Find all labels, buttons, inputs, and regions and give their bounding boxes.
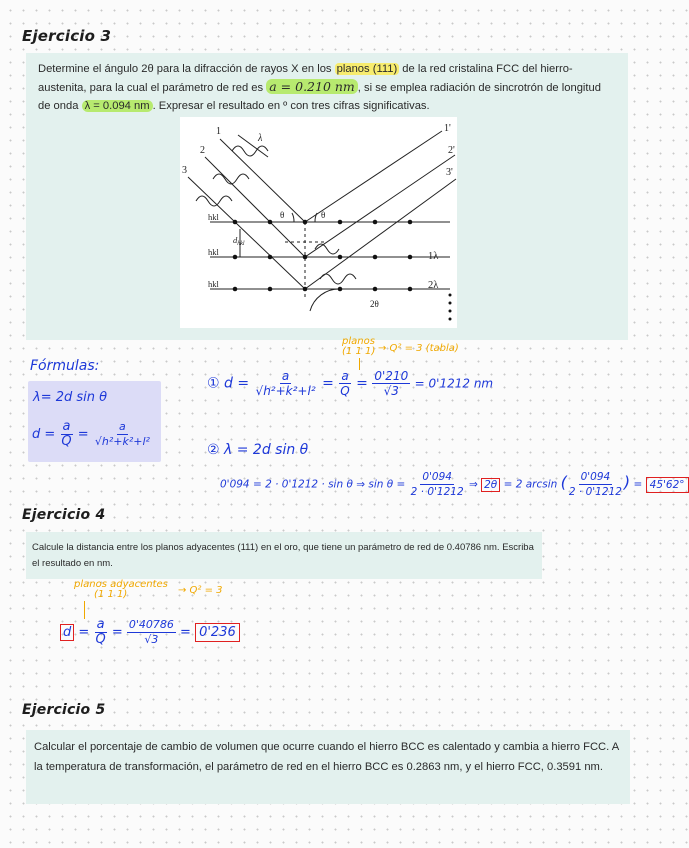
ex4-frac2 [127, 618, 176, 647]
hkl-label-1: hkl [208, 212, 219, 222]
two-lambda-label: 2λ [428, 280, 439, 291]
step2-line: 0'094 = 2 · 0'1212 · sin θ ⇒ sin θ = $\frac{0'094}{2 \cdot 0'1212}$ ⇒ 2θ = 2 arcsin ( $\frac{0'094}{2 \cdot 0'1212}$ ) = 45'62° [220, 470, 689, 499]
step1-result: = 0'1212 nm [414, 376, 494, 391]
step1-eq2: = [356, 375, 368, 392]
atom [373, 287, 378, 292]
ex3-wavelength: λ = 0.094 nm [82, 100, 153, 112]
note-111-text: (1 1 1) [342, 346, 376, 357]
ex3-result-box: 45'62° [646, 477, 689, 493]
frac-num: a [341, 369, 349, 383]
step2-arrow: ⇒ [468, 478, 478, 491]
two-theta-label: 2θ [370, 299, 379, 309]
ray-label-3: 3 [182, 165, 187, 176]
formula-d-lhs: d = [32, 427, 56, 442]
wave-3 [196, 196, 232, 206]
frac-num: a [119, 420, 126, 433]
frac-num: 0'094 [422, 471, 452, 483]
frac-den: √h²+k²+l² [255, 384, 316, 398]
step1-frac3 [372, 369, 410, 398]
note-arrow-ex4 [84, 601, 85, 619]
atoms [233, 220, 452, 321]
one-lambda-label: 1λ [428, 251, 439, 262]
atom [233, 287, 238, 292]
step1-lhs: d = [224, 375, 250, 392]
note-111-text: (1 1 1) [94, 589, 128, 600]
ex4-eq3: = [180, 625, 191, 640]
frac-den: √3 [383, 384, 399, 398]
frac-den: 2 · 0'1212 [410, 486, 464, 498]
atom [408, 220, 413, 225]
bragg-diagram [180, 117, 457, 328]
ray-label-1: 1 [216, 126, 221, 137]
step2-frac2 [567, 470, 624, 499]
frac-num: 0'40786 [128, 618, 174, 631]
ex5-problem-text: Calcular el porcentaje de cambio de volumen que ocurre cuando el hierro BCC es calentado y cambia a hierro FCC. A la temperatura de transformación, el parámetro de red en el hierro BCC es 0.2863 nm, y el hierro FCC, 0.3591 nm. [34, 741, 619, 773]
atom [338, 220, 343, 225]
ex5-heading: Ejercicio 5 [22, 702, 106, 718]
atom [268, 220, 273, 225]
atom [408, 255, 413, 260]
step1-number: ① [207, 375, 220, 392]
atom [233, 220, 238, 225]
atom [268, 255, 273, 260]
ex4-eq1: = [78, 625, 90, 640]
frac-num: 0'210 [374, 369, 409, 383]
atom [303, 220, 308, 225]
atom [408, 287, 413, 292]
atom [338, 255, 343, 260]
frac-den: Q [340, 384, 350, 398]
note-planos-text: planos [342, 336, 375, 347]
step2-header [207, 442, 308, 458]
atom [303, 287, 308, 292]
frac-den: 2 · 0'1212 [568, 486, 622, 498]
hkl-label-2: hkl [208, 247, 219, 257]
dot [449, 294, 452, 297]
atom [268, 287, 273, 292]
atom [303, 255, 308, 260]
theta-left-label: θ [280, 210, 285, 220]
frac-num: a [281, 369, 290, 383]
frac-den: Q [95, 632, 106, 647]
note-planos-ex4 [74, 580, 168, 600]
lambda-label: λ [258, 133, 263, 144]
ex3-planos-highlight: planos (111) [336, 63, 398, 75]
wave-out-1 [315, 244, 339, 254]
hkl-label-3: hkl [208, 279, 219, 289]
ex3-line2: austenita, para la cual el parámetro de red es [38, 82, 264, 94]
theta-arc-right [315, 213, 317, 222]
theta-right-label: θ [321, 210, 326, 220]
note-planos-ex3 [342, 337, 375, 357]
atom [233, 255, 238, 260]
step1 [207, 369, 493, 398]
incident-ray-1 [220, 139, 305, 222]
formula-d-eq: = [77, 427, 89, 442]
frac-num: a [96, 617, 105, 632]
bragg-diagram-svg [180, 117, 457, 328]
frac-den: Q [61, 434, 72, 449]
ex3-line2-end: , si se emplea radiación de sincrotrón de longitud [357, 82, 601, 94]
ex4-result-box: 0'236 [195, 623, 240, 642]
note-planos-text: planos adyacentes [74, 579, 168, 590]
step2-eq2: = [633, 478, 643, 491]
frac-den: √3 [144, 633, 159, 646]
ray-label-2p: 2' [448, 145, 455, 156]
two-theta-box: 2θ [481, 478, 500, 492]
ex4-equation [60, 618, 240, 647]
atom [373, 220, 378, 225]
step1-frac1 [254, 369, 318, 398]
step2-formula: λ = 2d sin θ [224, 442, 309, 458]
step1-eq1: = [322, 375, 334, 392]
two-theta-arc [310, 289, 340, 311]
dot [449, 318, 452, 321]
d-hkl-label: $d_{hkl}$ [233, 235, 245, 247]
wave-1 [232, 146, 268, 156]
diffracted-ray-3 [305, 179, 456, 289]
ex3-line3: de onda [38, 100, 79, 112]
note-q2-ex4: → Q² = 3 [178, 585, 223, 596]
wave-out-2 [320, 274, 356, 284]
step1-frac2 [338, 369, 351, 398]
ex3-lattice-param: a = 0.210 nm [266, 79, 358, 94]
note-q2-ex3: → Q² = 3 (tabla) [378, 343, 459, 354]
formula-d-frac1 [59, 420, 73, 449]
incident-ray-3 [188, 177, 305, 289]
ray-label-3p: 3' [446, 167, 453, 178]
dot [449, 302, 452, 305]
diffracted-ray-1 [305, 131, 442, 222]
ex4-eq2: = [111, 625, 123, 640]
atom [373, 255, 378, 260]
ex3-line1-end: de la red cristalina FCC del hierro- [402, 63, 573, 75]
formula-d [32, 420, 152, 449]
ex3-line3-end: . Expresar el resultado en º con tres cifras significativas. [152, 100, 430, 112]
frac-num: 0'094 [580, 471, 611, 483]
ray-label-2: 2 [200, 145, 205, 156]
dot [449, 310, 452, 313]
formulas-label: Fórmulas: [30, 358, 100, 374]
ex4-frac1 [93, 618, 107, 647]
formula-bragg: λ= 2d sin θ [33, 390, 108, 405]
diffracted-ray-2 [305, 155, 455, 257]
formula-d-frac2 [93, 420, 152, 449]
frac-num: a [62, 419, 71, 434]
ex3-heading: Ejercicio 3 [22, 27, 112, 45]
step2-frac1 [409, 470, 466, 499]
ray-label-1p: 1' [444, 123, 451, 134]
step2-arcsin: = 2 arcsin [503, 478, 558, 491]
frac-den: √h²+k²+l² [94, 435, 150, 448]
atom [338, 287, 343, 292]
step2-number: ② [207, 442, 220, 458]
ex3-problem-text [38, 60, 628, 115]
step2-equation: 0'094 = 2 · 0'1212 · sin θ ⇒ sin θ = [220, 478, 406, 491]
ex4-problem-text: Calcule la distancia entre los planos adyacentes (111) en el oro, que tiene un parámetro de red de 0.40786 nm. Escriba el resultado en nm. [32, 542, 534, 569]
ex4-d-box: d [60, 624, 74, 641]
ex4-heading: Ejercicio 4 [22, 507, 106, 523]
theta-arc-left [292, 213, 294, 222]
ex3-line1: Determine el ángulo 2θ para la difracción de rayos X en los [38, 63, 332, 75]
